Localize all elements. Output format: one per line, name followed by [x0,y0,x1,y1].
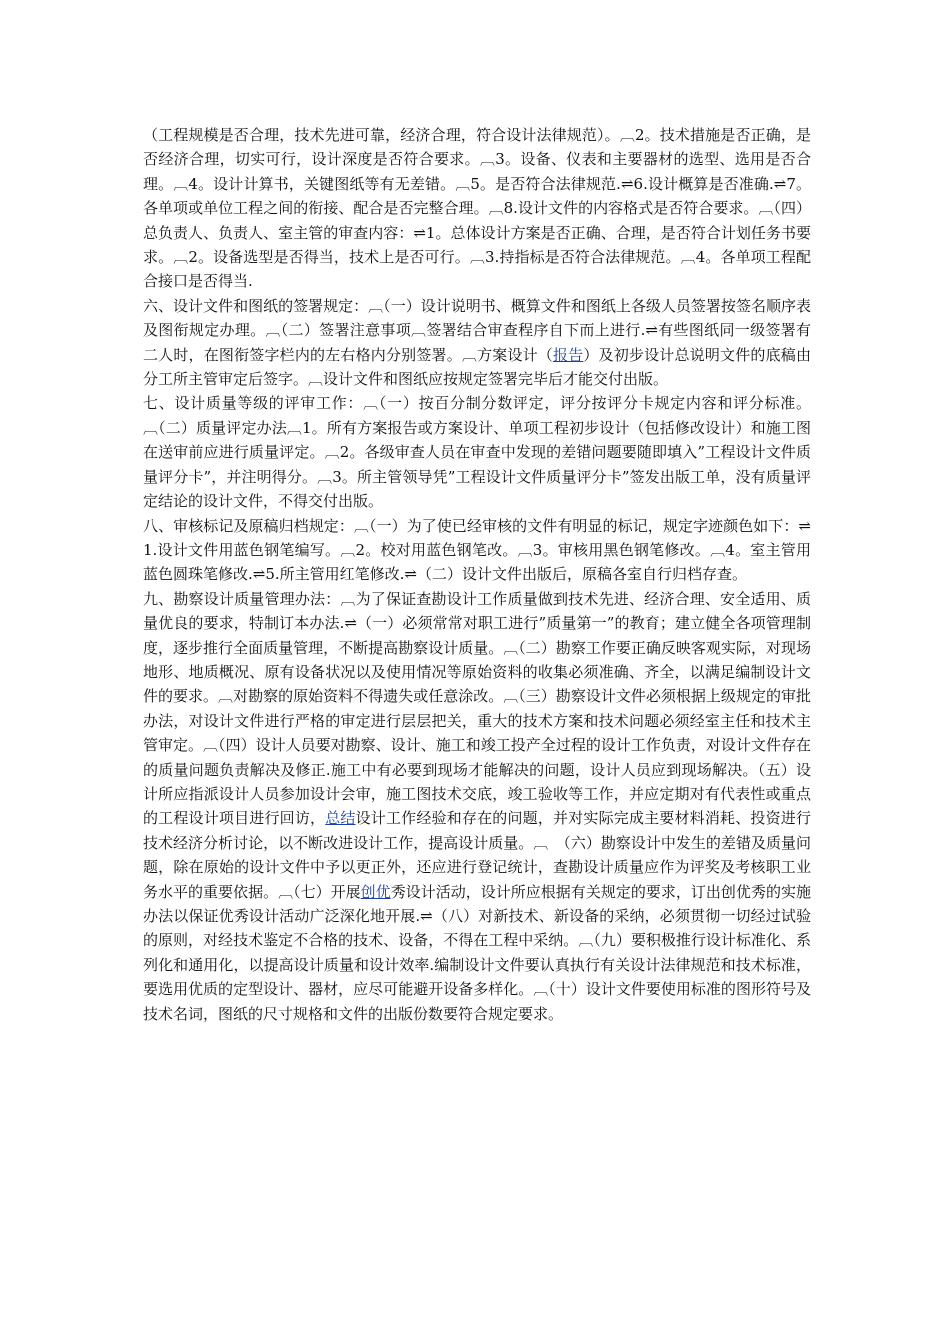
paragraph-text: ）及初步设计总说明文件的底稿由分工所主管审定后签字。︹设计文件和图纸应按规定签署完毕后才能交付出版。 [143,345,811,389]
paragraph-text: 九、勘察设计质量管理办法：︹为了保证查勘设计工作质量做到技术先进、经济合理、安全适用、质量优良的要求，特制订本办法.⇌（一）必须常常对职工进行”质量第一”的教育；建立健全各项管理制度，逐步推行全面质量管理，不断提高勘察设计质量。︹（二）勘察工作要正确反映客观实际，对现场地形、地质概况、原有设备状况以及使用情况等原始资料的收集必须准确、齐全，以满足编制设计文件的要求。︹对勘察的原始资料不得遗失或任意涂改。︹（三）勘察设计文件必须根据上级规定的审批办法，对设计文件进行严格的审定进行层层把关，重大的技术方案和技术问题必须经室主任和技术主管审定。︹（四）设计人员要对勘察、设计、施工和竣工投产全过程的设计工作负责，对设计文件存在的质量问题负责解决及修正.施工中有必要到现场才能解决的问题，设计人员应到现场解决。（五）设计所应指派设计人员参加设计会审，施工图技术交底，竣工验收等工作，并应定期对有代表性或重点的工程设计项目进行回访， [143,589,811,828]
paragraph-text: 秀设计活动，设计所应根据有关规定的要求，订出创优秀的实施办法以保证优秀设计活动广泛深化地开展.⇌（八）对新技术、新设备的采纳，必须贯彻一切经过试验的原则，对经技术鉴定不合格的技术、设备，不得在工程中采纳。︹（九）要积极推行设计标准化、系列化和通用化，以提高设计质量和设计效率.编制设计文件要认真执行有关设计法律规范和技术标准，要选用优质的定型设计、器材，应尽可能避开设备多样化。︹（十）设计文件要使用标准的图形符号及技术名词，图纸的尺寸规格和文件的出版份数要符合规定要求。 [143,882,811,1023]
paragraph-text: 设计工作经验和存在的问题，并对实际完成主要材料消耗、投资进行技术经济分析讨论，以不断改进设计工作，提高设计质量。︹ （六）勘察设计中发生的差错及质量问题，除在原始的设计文件中予以更正外，还应进行登记统计，查勘设计质量应作为评奖及考核职工业务水平的重要依据。︹（七）开展 [143,809,811,901]
paragraph-text: 六、设计文件和图纸的签署规定：︹（一）设计说明书、概算文件和图纸上各级人员签署按签名顺序表及图衔规定办理。︹（二）签署注意事项︹签署结合审查程序自下而上进行.⇌有些图纸同一级签署有二人时，在图衔签字栏内的左右格内分别签署。︹方案设计（ [143,296,811,364]
paragraph-review-marks [143,514,811,587]
paragraph-signature-rules [143,294,811,392]
paragraph-quality-management [143,587,811,1026]
paragraph-quality-grading [143,391,811,513]
document-body [143,123,811,1026]
paragraph-text: （工程规模是否合理，技术先进可靠，经济合理，符合设计法律规范）。︹2。技术措施是否正确，是否经济合理，切实可行，设计深度是否符合要求。︹3。设备、仪表和主要器材的选型、选用是否合理。︹4。设计计算书，关键图纸等有无差错。︹5。是否符合法律规范.⇌6.设计概算是否准确.⇌7。各单项或单位工程之间的衔接、配合是否完整合理。︹8.设计文件的内容格式是否符合要求。︹（四）总负责人、负责人、室主管的审查内容：⇌1。总体设计方案是否正确、合理，是否符合计划任务书要求。︹2。设备选型是否得当，技术上是否可行。︹3.持指标是否符合法律规范。︹4。各单项工程配合接口是否得当. [143,126,811,291]
summary-link[interactable]: 总结 [325,809,356,828]
paragraph-review-items [143,123,811,294]
paragraph-text: 七、设计质量等级的评审工作：︹（一）按百分制分数评定，评分按评分卡规定内容和评分标准。︹（二）质量评定办法︹1。所有方案报告或方案设计、单项工程初步设计（包括修改设计）和施工图在送审前应进行质量评定。︹2。各级审查人员在审查中发现的差错问题要随即填入”工程设计文件质量评分卡”，并注明得分。︹3。所主管领导凭”工程设计文件质量评分卡”签发出版工单，没有质量评定结论的设计文件，不得交付出版。 [143,394,811,511]
paragraph-text: 八、审核标记及原稿归档规定：︹（一）为了使已经审核的文件有明显的标记，规定字迹颜色如下：⇌1.设计文件用蓝色钢笔编写。︹2。校对用蓝色钢笔改。︹3。审核用黑色钢笔修改。︹4。室主管用蓝色圆珠笔修改.⇌5.所主管用红笔修改.⇌（二）设计文件出版后，原稿各室自行归档存查。 [143,516,811,584]
report-link[interactable]: 报告 [553,345,584,364]
excellence-link[interactable]: 创优 [360,882,391,901]
